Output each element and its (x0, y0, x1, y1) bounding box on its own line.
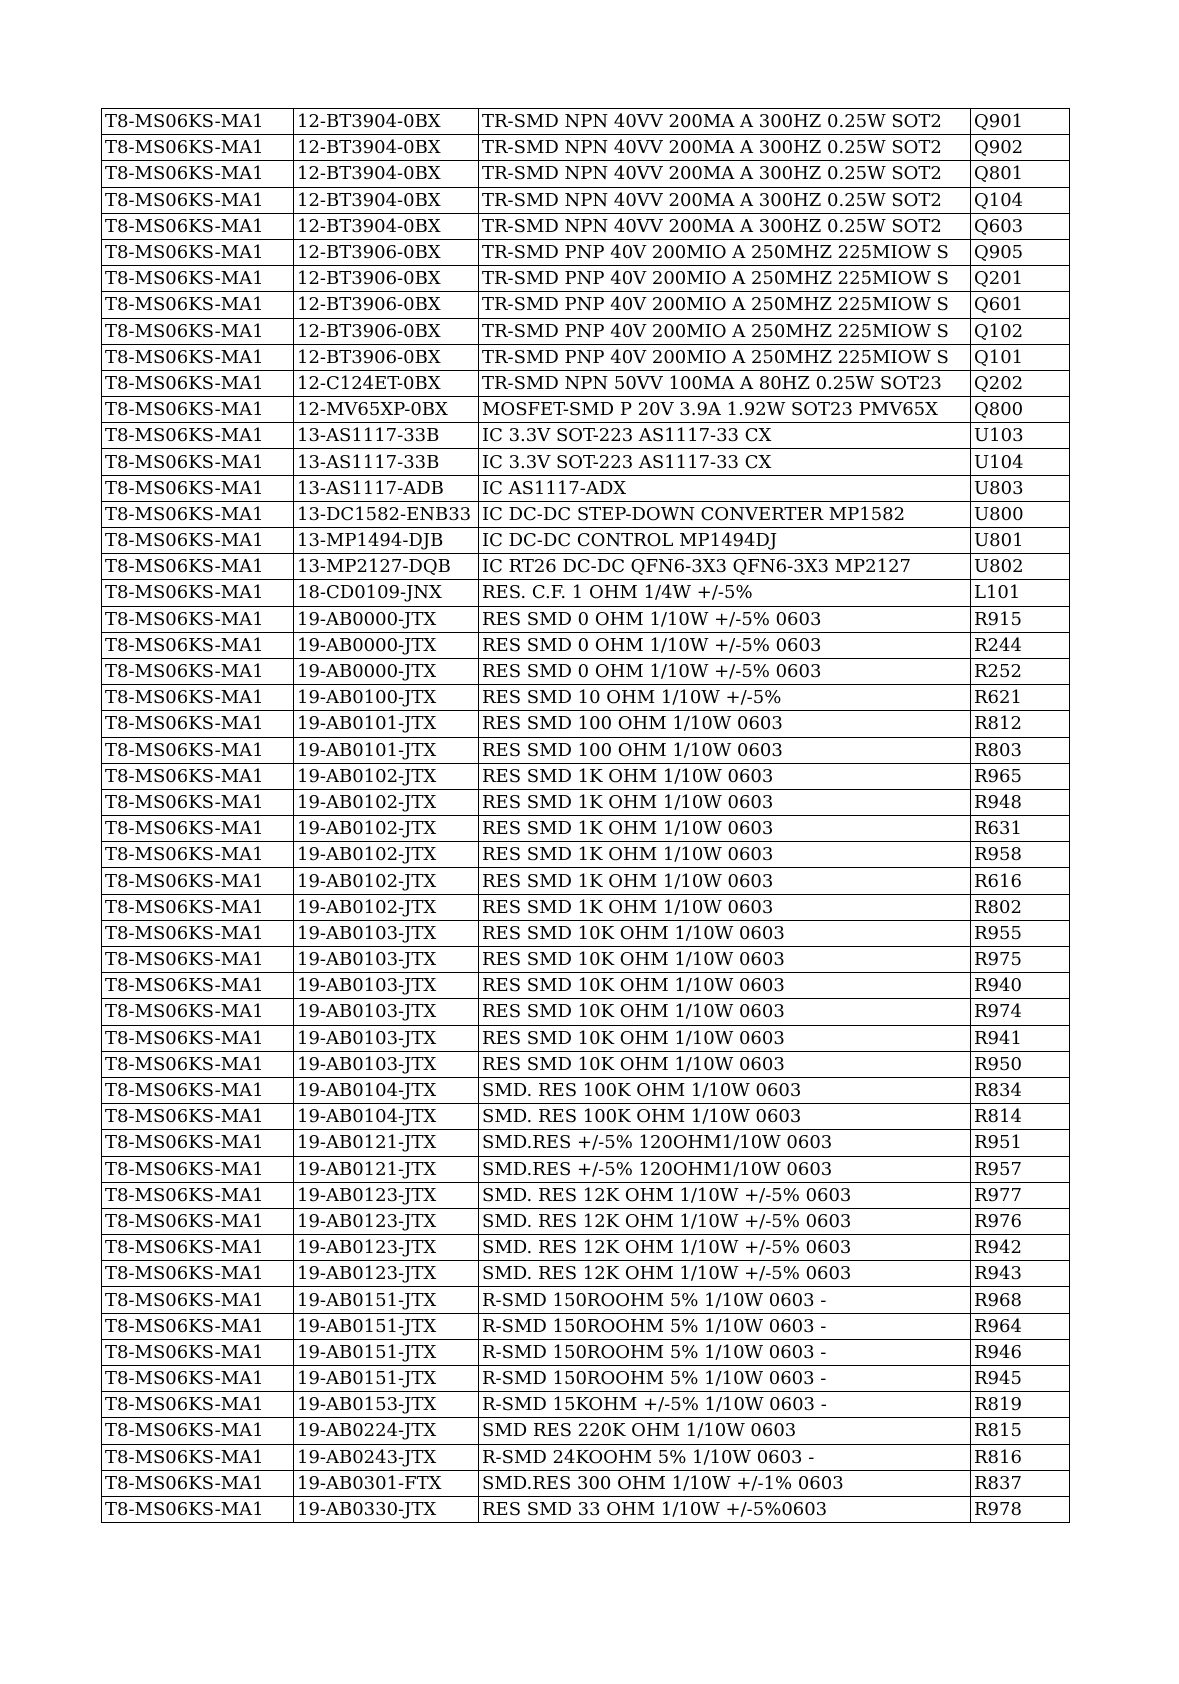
description-cell: RES SMD 0 OHM 1/10W +/-5% 0603 (479, 606, 971, 632)
location-cell: Q201 (971, 266, 1070, 292)
model-cell: T8-MS06KS-MA1 (102, 711, 294, 737)
description-cell: SMD RES 220K OHM 1/10W 0603 (479, 1418, 971, 1444)
model-cell: T8-MS06KS-MA1 (102, 632, 294, 658)
part-number-cell: 19-AB0102-JTX (294, 816, 479, 842)
part-number-cell: 13-MP2127-DQB (294, 554, 479, 580)
table-row (102, 1444, 1070, 1470)
description-cell: RES SMD 1K OHM 1/10W 0603 (479, 868, 971, 894)
model-cell: T8-MS06KS-MA1 (102, 1156, 294, 1182)
part-number-cell: 12-BT3904-0BX (294, 161, 479, 187)
description-cell: RES SMD 10K OHM 1/10W 0603 (479, 1051, 971, 1077)
table-row (102, 1156, 1070, 1182)
table-row (102, 1051, 1070, 1077)
part-number-cell: 19-AB0104-JTX (294, 1077, 479, 1103)
part-number-cell: 19-AB0102-JTX (294, 894, 479, 920)
location-cell: U802 (971, 554, 1070, 580)
part-number-cell: 19-AB0103-JTX (294, 999, 479, 1025)
part-number-cell: 12-BT3904-0BX (294, 213, 479, 239)
part-number-cell: 19-AB0102-JTX (294, 868, 479, 894)
model-cell: T8-MS06KS-MA1 (102, 1339, 294, 1365)
part-number-cell: 12-C124ET-0BX (294, 370, 479, 396)
description-cell: SMD. RES 100K OHM 1/10W 0603 (479, 1077, 971, 1103)
model-cell: T8-MS06KS-MA1 (102, 397, 294, 423)
location-cell: R814 (971, 1104, 1070, 1130)
description-cell: IC RT26 DC-DC QFN6-3X3 QFN6-3X3 MP2127 (479, 554, 971, 580)
table-row (102, 266, 1070, 292)
description-cell: TR-SMD NPN 40VV 200MA A 300HZ 0.25W SOT2 (479, 213, 971, 239)
table-row (102, 187, 1070, 213)
table-row (102, 449, 1070, 475)
model-cell: T8-MS06KS-MA1 (102, 239, 294, 265)
description-cell: RES SMD 0 OHM 1/10W +/-5% 0603 (479, 632, 971, 658)
table-row (102, 1104, 1070, 1130)
description-cell: IC 3.3V SOT-223 AS1117-33 CX (479, 449, 971, 475)
table-row (102, 606, 1070, 632)
part-number-cell: 18-CD0109-JNX (294, 580, 479, 606)
location-cell: Q101 (971, 344, 1070, 370)
table-row (102, 528, 1070, 554)
model-cell: T8-MS06KS-MA1 (102, 344, 294, 370)
table-row (102, 1287, 1070, 1313)
table-row (102, 1392, 1070, 1418)
location-cell: U103 (971, 423, 1070, 449)
table-row (102, 920, 1070, 946)
description-cell: RES SMD 1K OHM 1/10W 0603 (479, 842, 971, 868)
model-cell: T8-MS06KS-MA1 (102, 1130, 294, 1156)
table-row (102, 1470, 1070, 1496)
location-cell: R975 (971, 947, 1070, 973)
table-row (102, 135, 1070, 161)
location-cell: Q202 (971, 370, 1070, 396)
model-cell: T8-MS06KS-MA1 (102, 999, 294, 1025)
table-row (102, 789, 1070, 815)
description-cell: RES SMD 10 OHM 1/10W +/-5% (479, 685, 971, 711)
table-row (102, 213, 1070, 239)
part-number-cell: 19-AB0153-JTX (294, 1392, 479, 1418)
part-number-cell: 12-BT3904-0BX (294, 135, 479, 161)
description-cell: R-SMD 24KOOHM 5% 1/10W 0603 - (479, 1444, 971, 1470)
table-row (102, 1339, 1070, 1365)
part-number-cell: 19-AB0101-JTX (294, 711, 479, 737)
model-cell: T8-MS06KS-MA1 (102, 1104, 294, 1130)
location-cell: Q800 (971, 397, 1070, 423)
location-cell: R974 (971, 999, 1070, 1025)
table-row (102, 239, 1070, 265)
location-cell: R946 (971, 1339, 1070, 1365)
table-row (102, 1025, 1070, 1051)
model-cell: T8-MS06KS-MA1 (102, 1025, 294, 1051)
part-number-cell: 19-AB0102-JTX (294, 789, 479, 815)
table-row (102, 1130, 1070, 1156)
part-number-cell: 19-AB0101-JTX (294, 737, 479, 763)
table-row (102, 868, 1070, 894)
model-cell: T8-MS06KS-MA1 (102, 1208, 294, 1234)
location-cell: R977 (971, 1182, 1070, 1208)
model-cell: T8-MS06KS-MA1 (102, 1313, 294, 1339)
description-cell: RES SMD 10K OHM 1/10W 0603 (479, 920, 971, 946)
description-cell: SMD. RES 12K OHM 1/10W +/-5% 0603 (479, 1261, 971, 1287)
part-number-cell: 19-AB0121-JTX (294, 1130, 479, 1156)
description-cell: RES SMD 0 OHM 1/10W +/-5% 0603 (479, 658, 971, 684)
location-cell: R976 (971, 1208, 1070, 1234)
location-cell: R815 (971, 1418, 1070, 1444)
description-cell: SMD. RES 12K OHM 1/10W +/-5% 0603 (479, 1208, 971, 1234)
table-row (102, 554, 1070, 580)
table-row (102, 685, 1070, 711)
part-number-cell: 19-AB0151-JTX (294, 1366, 479, 1392)
table-row (102, 1366, 1070, 1392)
part-number-cell: 12-BT3906-0BX (294, 318, 479, 344)
table-row (102, 1182, 1070, 1208)
description-cell: SMD. RES 100K OHM 1/10W 0603 (479, 1104, 971, 1130)
location-cell: Q601 (971, 292, 1070, 318)
table-row (102, 999, 1070, 1025)
location-cell: R951 (971, 1130, 1070, 1156)
table-row (102, 894, 1070, 920)
part-number-cell: 19-AB0123-JTX (294, 1235, 479, 1261)
location-cell: R616 (971, 868, 1070, 894)
description-cell: IC DC-DC CONTROL MP1494DJ (479, 528, 971, 554)
table-row (102, 109, 1070, 135)
location-cell: R819 (971, 1392, 1070, 1418)
part-number-cell: 19-AB0123-JTX (294, 1208, 479, 1234)
description-cell: SMD.RES +/-5% 120OHM1/10W 0603 (479, 1156, 971, 1182)
location-cell: R816 (971, 1444, 1070, 1470)
part-number-cell: 19-AB0000-JTX (294, 606, 479, 632)
location-cell: R957 (971, 1156, 1070, 1182)
location-cell: U803 (971, 475, 1070, 501)
model-cell: T8-MS06KS-MA1 (102, 1235, 294, 1261)
model-cell: T8-MS06KS-MA1 (102, 1444, 294, 1470)
part-number-cell: 19-AB0100-JTX (294, 685, 479, 711)
table-row (102, 318, 1070, 344)
description-cell: SMD. RES 12K OHM 1/10W +/-5% 0603 (479, 1182, 971, 1208)
location-cell: L101 (971, 580, 1070, 606)
location-cell: R244 (971, 632, 1070, 658)
description-cell: TR-SMD NPN 40VV 200MA A 300HZ 0.25W SOT2 (479, 109, 971, 135)
location-cell: Q102 (971, 318, 1070, 344)
table-row (102, 1496, 1070, 1522)
table-row (102, 475, 1070, 501)
model-cell: T8-MS06KS-MA1 (102, 868, 294, 894)
part-number-cell: 19-AB0102-JTX (294, 763, 479, 789)
table-row (102, 842, 1070, 868)
model-cell: T8-MS06KS-MA1 (102, 1077, 294, 1103)
location-cell: U800 (971, 501, 1070, 527)
table-row (102, 1208, 1070, 1234)
model-cell: T8-MS06KS-MA1 (102, 606, 294, 632)
model-cell: T8-MS06KS-MA1 (102, 580, 294, 606)
part-number-cell: 19-AB0103-JTX (294, 973, 479, 999)
model-cell: T8-MS06KS-MA1 (102, 266, 294, 292)
part-number-cell: 13-AS1117-ADB (294, 475, 479, 501)
location-cell: R621 (971, 685, 1070, 711)
location-cell: Q801 (971, 161, 1070, 187)
part-number-cell: 19-AB0151-JTX (294, 1287, 479, 1313)
model-cell: T8-MS06KS-MA1 (102, 816, 294, 842)
part-number-cell: 19-AB0103-JTX (294, 1025, 479, 1051)
description-cell: RES. C.F. 1 OHM 1/4W +/-5% (479, 580, 971, 606)
location-cell: R837 (971, 1470, 1070, 1496)
description-cell: TR-SMD NPN 40VV 200MA A 300HZ 0.25W SOT2 (479, 161, 971, 187)
location-cell: R252 (971, 658, 1070, 684)
table-row (102, 1077, 1070, 1103)
model-cell: T8-MS06KS-MA1 (102, 763, 294, 789)
description-cell: RES SMD 1K OHM 1/10W 0603 (479, 816, 971, 842)
part-number-cell: 13-MP1494-DJB (294, 528, 479, 554)
model-cell: T8-MS06KS-MA1 (102, 423, 294, 449)
description-cell: TR-SMD NPN 40VV 200MA A 300HZ 0.25W SOT2 (479, 187, 971, 213)
description-cell: SMD.RES 300 OHM 1/10W +/-1% 0603 (479, 1470, 971, 1496)
part-number-cell: 19-AB0301-FTX (294, 1470, 479, 1496)
description-cell: TR-SMD NPN 50VV 100MA A 80HZ 0.25W SOT23 (479, 370, 971, 396)
location-cell: R955 (971, 920, 1070, 946)
location-cell: R940 (971, 973, 1070, 999)
table-row (102, 1235, 1070, 1261)
location-cell: Q104 (971, 187, 1070, 213)
location-cell: Q901 (971, 109, 1070, 135)
location-cell: Q603 (971, 213, 1070, 239)
model-cell: T8-MS06KS-MA1 (102, 737, 294, 763)
table-row (102, 658, 1070, 684)
location-cell: R964 (971, 1313, 1070, 1339)
description-cell: RES SMD 10K OHM 1/10W 0603 (479, 1025, 971, 1051)
model-cell: T8-MS06KS-MA1 (102, 658, 294, 684)
model-cell: T8-MS06KS-MA1 (102, 1470, 294, 1496)
description-cell: RES SMD 1K OHM 1/10W 0603 (479, 763, 971, 789)
description-cell: SMD.RES +/-5% 120OHM1/10W 0603 (479, 1130, 971, 1156)
location-cell: R812 (971, 711, 1070, 737)
location-cell: R941 (971, 1025, 1070, 1051)
model-cell: T8-MS06KS-MA1 (102, 920, 294, 946)
description-cell: IC DC-DC STEP-DOWN CONVERTER MP1582 (479, 501, 971, 527)
part-number-cell: 19-AB0103-JTX (294, 947, 479, 973)
description-cell: TR-SMD NPN 40VV 200MA A 300HZ 0.25W SOT2 (479, 135, 971, 161)
model-cell: T8-MS06KS-MA1 (102, 370, 294, 396)
table-row (102, 344, 1070, 370)
table-row (102, 763, 1070, 789)
model-cell: T8-MS06KS-MA1 (102, 1366, 294, 1392)
location-cell: U104 (971, 449, 1070, 475)
model-cell: T8-MS06KS-MA1 (102, 109, 294, 135)
model-cell: T8-MS06KS-MA1 (102, 1051, 294, 1077)
description-cell: RES SMD 10K OHM 1/10W 0603 (479, 947, 971, 973)
location-cell: R915 (971, 606, 1070, 632)
location-cell: R948 (971, 789, 1070, 815)
model-cell: T8-MS06KS-MA1 (102, 1287, 294, 1313)
part-number-cell: 19-AB0224-JTX (294, 1418, 479, 1444)
model-cell: T8-MS06KS-MA1 (102, 213, 294, 239)
location-cell: R943 (971, 1261, 1070, 1287)
part-number-cell: 12-BT3906-0BX (294, 239, 479, 265)
model-cell: T8-MS06KS-MA1 (102, 187, 294, 213)
model-cell: T8-MS06KS-MA1 (102, 789, 294, 815)
location-cell: R978 (971, 1496, 1070, 1522)
part-number-cell: 19-AB0000-JTX (294, 658, 479, 684)
description-cell: R-SMD 15KOHM +/-5% 1/10W 0603 - (479, 1392, 971, 1418)
model-cell: T8-MS06KS-MA1 (102, 292, 294, 318)
description-cell: IC 3.3V SOT-223 AS1117-33 CX (479, 423, 971, 449)
description-cell: RES SMD 1K OHM 1/10W 0603 (479, 894, 971, 920)
part-number-cell: 19-AB0000-JTX (294, 632, 479, 658)
table-row (102, 370, 1070, 396)
model-cell: T8-MS06KS-MA1 (102, 1392, 294, 1418)
location-cell: R803 (971, 737, 1070, 763)
table-row (102, 501, 1070, 527)
model-cell: T8-MS06KS-MA1 (102, 973, 294, 999)
part-number-cell: 12-BT3906-0BX (294, 292, 479, 318)
part-number-cell: 19-AB0103-JTX (294, 1051, 479, 1077)
table-row (102, 292, 1070, 318)
model-cell: T8-MS06KS-MA1 (102, 554, 294, 580)
location-cell: Q905 (971, 239, 1070, 265)
description-cell: RES SMD 10K OHM 1/10W 0603 (479, 973, 971, 999)
model-cell: T8-MS06KS-MA1 (102, 842, 294, 868)
description-cell: RES SMD 10K OHM 1/10W 0603 (479, 999, 971, 1025)
location-cell: R965 (971, 763, 1070, 789)
description-cell: RES SMD 100 OHM 1/10W 0603 (479, 737, 971, 763)
part-number-cell: 19-AB0123-JTX (294, 1182, 479, 1208)
table-row (102, 161, 1070, 187)
model-cell: T8-MS06KS-MA1 (102, 501, 294, 527)
model-cell: T8-MS06KS-MA1 (102, 135, 294, 161)
description-cell: R-SMD 150ROOHM 5% 1/10W 0603 - (479, 1339, 971, 1365)
model-cell: T8-MS06KS-MA1 (102, 318, 294, 344)
part-number-cell: 13-DC1582-ENB33 (294, 501, 479, 527)
part-number-cell: 19-AB0102-JTX (294, 842, 479, 868)
part-number-cell: 19-AB0151-JTX (294, 1313, 479, 1339)
description-cell: TR-SMD PNP 40V 200MIO A 250MHZ 225MIOW S (479, 292, 971, 318)
part-number-cell: 13-AS1117-33B (294, 449, 479, 475)
part-number-cell: 19-AB0121-JTX (294, 1156, 479, 1182)
description-cell: TR-SMD PNP 40V 200MIO A 250MHZ 225MIOW S (479, 266, 971, 292)
description-cell: TR-SMD PNP 40V 200MIO A 250MHZ 225MIOW S (479, 318, 971, 344)
description-cell: RES SMD 100 OHM 1/10W 0603 (479, 711, 971, 737)
table-row (102, 1418, 1070, 1444)
description-cell: RES SMD 33 OHM 1/10W +/-5%0603 (479, 1496, 971, 1522)
location-cell: R802 (971, 894, 1070, 920)
description-cell: R-SMD 150ROOHM 5% 1/10W 0603 - (479, 1366, 971, 1392)
location-cell: R834 (971, 1077, 1070, 1103)
table-row (102, 423, 1070, 449)
table-row (102, 1261, 1070, 1287)
table-row (102, 632, 1070, 658)
part-number-cell: 19-AB0330-JTX (294, 1496, 479, 1522)
location-cell: Q902 (971, 135, 1070, 161)
table-row (102, 580, 1070, 606)
part-number-cell: 12-BT3904-0BX (294, 109, 479, 135)
description-cell: RES SMD 1K OHM 1/10W 0603 (479, 789, 971, 815)
description-cell: IC AS1117-ADX (479, 475, 971, 501)
location-cell: R945 (971, 1366, 1070, 1392)
table-row (102, 973, 1070, 999)
table-row (102, 737, 1070, 763)
description-cell: R-SMD 150ROOHM 5% 1/10W 0603 - (479, 1313, 971, 1339)
table-row (102, 711, 1070, 737)
part-number-cell: 12-BT3904-0BX (294, 187, 479, 213)
table-row (102, 397, 1070, 423)
location-cell: R631 (971, 816, 1070, 842)
part-number-cell: 19-AB0243-JTX (294, 1444, 479, 1470)
part-number-cell: 19-AB0123-JTX (294, 1261, 479, 1287)
description-cell: R-SMD 150ROOHM 5% 1/10W 0603 - (479, 1287, 971, 1313)
table-row (102, 816, 1070, 842)
location-cell: R968 (971, 1287, 1070, 1313)
bom-table-body (102, 109, 1070, 1523)
part-number-cell: 19-AB0104-JTX (294, 1104, 479, 1130)
part-number-cell: 19-AB0103-JTX (294, 920, 479, 946)
part-number-cell: 12-BT3906-0BX (294, 344, 479, 370)
part-number-cell: 12-BT3906-0BX (294, 266, 479, 292)
location-cell: R950 (971, 1051, 1070, 1077)
model-cell: T8-MS06KS-MA1 (102, 1182, 294, 1208)
model-cell: T8-MS06KS-MA1 (102, 449, 294, 475)
part-number-cell: 13-AS1117-33B (294, 423, 479, 449)
part-number-cell: 19-AB0151-JTX (294, 1339, 479, 1365)
model-cell: T8-MS06KS-MA1 (102, 1418, 294, 1444)
location-cell: R942 (971, 1235, 1070, 1261)
model-cell: T8-MS06KS-MA1 (102, 947, 294, 973)
description-cell: SMD. RES 12K OHM 1/10W +/-5% 0603 (479, 1235, 971, 1261)
location-cell: U801 (971, 528, 1070, 554)
model-cell: T8-MS06KS-MA1 (102, 528, 294, 554)
model-cell: T8-MS06KS-MA1 (102, 475, 294, 501)
model-cell: T8-MS06KS-MA1 (102, 161, 294, 187)
location-cell: R958 (971, 842, 1070, 868)
model-cell: T8-MS06KS-MA1 (102, 685, 294, 711)
description-cell: MOSFET-SMD P 20V 3.9A 1.92W SOT23 PMV65X (479, 397, 971, 423)
model-cell: T8-MS06KS-MA1 (102, 1496, 294, 1522)
description-cell: TR-SMD PNP 40V 200MIO A 250MHZ 225MIOW S (479, 239, 971, 265)
description-cell: TR-SMD PNP 40V 200MIO A 250MHZ 225MIOW S (479, 344, 971, 370)
bom-table (101, 108, 1070, 1523)
table-row (102, 947, 1070, 973)
part-number-cell: 12-MV65XP-0BX (294, 397, 479, 423)
model-cell: T8-MS06KS-MA1 (102, 1261, 294, 1287)
table-row (102, 1313, 1070, 1339)
model-cell: T8-MS06KS-MA1 (102, 894, 294, 920)
